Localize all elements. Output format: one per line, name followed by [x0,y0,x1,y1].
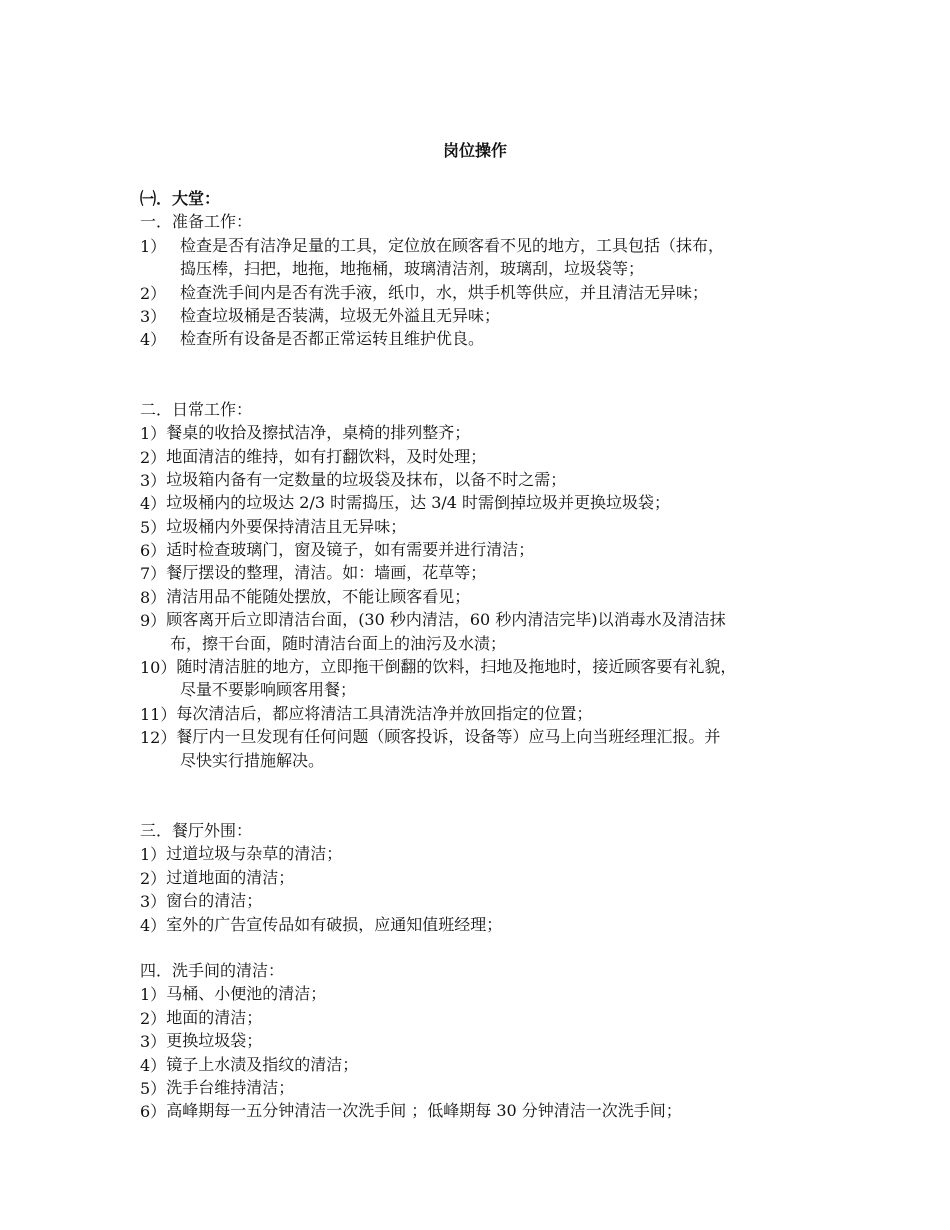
item-number: 10） [140,658,177,678]
restroom-heading: 四．洗手间的清洁： [140,960,285,980]
list-item [140,702,840,725]
item-text: 检查是否有洁净足量的工具，定位放在顾客看不见的地方，工具包括（抹布， [180,235,725,255]
item-text: 检查洗手间内是否有洗手液，纸巾，水，烘手机等供应，并且清洁无异味； [180,282,709,302]
item-number: 4） [140,915,167,935]
item-number: 1） [140,845,167,865]
restroom-list [140,982,840,1122]
section-gap [140,936,840,959]
item-text: 餐桌的收拾及擦拭洁净，桌椅的排列整齐； [166,423,471,443]
item-text: 每次清洁后，都应将清洁工具清洗洁净并放回指定的位置； [176,703,593,723]
item-text: 窗台的清洁； [166,891,263,911]
item-number: 1） [140,236,167,256]
prep-list [140,234,840,351]
list-item [140,1029,840,1052]
item-text: 随时清洁脏的地方，立即拖干倒翻的饮料，扫地及拖地时，接近顾客要有礼貌， [176,657,737,677]
daily-heading: 二．日常工作： [140,399,253,419]
list-item [140,655,840,702]
list-item [140,515,840,538]
item-number: 8） [140,587,167,607]
item-text: 适时检查玻璃门，窗及镜子，如有需要并进行清洁； [166,540,535,560]
item-number: 1） [140,424,167,444]
item-number: 1） [140,985,167,1005]
item-text: 顾客离开后立即清洁台面，(30 秒内清洁，60 秒内清洁完毕)以消毒水及清洁抹 [166,610,726,630]
outside-heading: 三．餐厅外围： [140,820,253,840]
item-text: 镜子上水渍及指纹的清洁； [166,1054,359,1074]
item-text: 室外的广告宣传品如有破损，应通知值班经理； [166,914,503,934]
page-title: 岗位操作 [442,141,507,160]
item-number: 9） [140,611,167,631]
section-gap [140,351,840,398]
item-text: 过道垃圾与杂草的清洁； [166,844,343,864]
item-number: 3） [140,306,167,326]
item-text: 垃圾桶内外要保持清洁且无异味； [166,516,407,536]
list-item [140,327,840,350]
item-number: 6） [140,541,167,561]
list-item [140,421,840,444]
item-number: 2） [140,283,167,303]
item-text: 检查垃圾桶是否装满，垃圾无外溢且无异味； [180,305,501,325]
item-text: 洗手台维持清洁； [166,1077,295,1097]
list-item [140,913,840,936]
part-heading: ㈠．大堂： [140,189,221,208]
item-text: 地面的清洁； [166,1007,263,1027]
item-text: 尽量不要影响顾客用餐； [180,680,357,700]
list-item [140,585,840,608]
list-item [140,889,840,912]
item-text: 垃圾箱内备有一定数量的垃圾袋及抹布，以备不时之需； [166,469,567,489]
outside-list [140,842,840,936]
list-item [140,468,840,491]
item-text: 布，擦干台面，随时清洁台面上的油污及水渍； [170,633,507,653]
item-number: 5） [140,517,167,537]
item-number: 7） [140,564,167,584]
list-item [140,304,840,327]
list-item [140,608,840,655]
list-item [140,866,840,889]
item-text: 餐厅内一旦发现有任何问题（顾客投诉，设备等）应马上向当班经理汇报。并 [176,727,721,747]
list-item [140,982,840,1005]
item-text: 过道地面的清洁； [166,867,295,887]
list-item [140,281,840,304]
list-item [140,561,840,584]
item-text: 垃圾桶内的垃圾达 2/3 时需捣压，达 3/4 时需倒掉垃圾并更换垃圾袋； [166,493,671,513]
item-text: 尽快实行措施解决。 [180,750,325,770]
item-text: 地面清洁的维持，如有打翻饮料，及时处理； [166,446,487,466]
item-number: 5） [140,1078,167,1098]
item-text: 检查所有设备是否都正常运转且维护优良。 [180,329,485,349]
item-number: 4） [140,494,167,514]
item-text: 清洁用品不能随处摆放，不能让顾客看见； [166,586,471,606]
item-number: 2） [140,1008,167,1028]
item-text: 餐厅摆设的整理，清洁。如：墙画，花草等； [166,563,487,583]
list-item [140,1053,840,1076]
item-number: 11） [140,704,177,724]
list-item [140,1076,840,1099]
item-text: 更换垃圾袋； [166,1031,263,1051]
item-number: 3） [140,1032,167,1052]
list-item [140,1006,840,1029]
daily-list [140,421,840,772]
item-number: 12） [140,728,177,748]
item-number: 2） [140,447,167,467]
item-number: 4） [140,330,167,350]
item-number: 4） [140,1055,167,1075]
prep-heading: 一．准备工作： [140,212,253,232]
list-item [140,725,840,772]
item-number: 2） [140,868,167,888]
item-text: 高峰期每一五分钟清洁一次洗手间 ；低峰期每 30 分钟清洁一次洗手间； [166,1101,682,1121]
item-text: 马桶、小便池的清洁； [166,984,327,1004]
item-number: 3） [140,892,167,912]
list-item [140,538,840,561]
list-item [140,445,840,468]
document-body [140,187,840,1123]
list-item [140,491,840,514]
item-number: 6） [140,1102,167,1122]
section-gap [140,772,840,819]
item-number: 3） [140,470,167,490]
list-item [140,842,840,865]
list-item [140,234,840,281]
item-text: 捣压棒，扫把，地拖，地拖桶，玻璃清洁剂，玻璃刮，垃圾袋等； [180,259,645,279]
list-item [140,1099,840,1122]
